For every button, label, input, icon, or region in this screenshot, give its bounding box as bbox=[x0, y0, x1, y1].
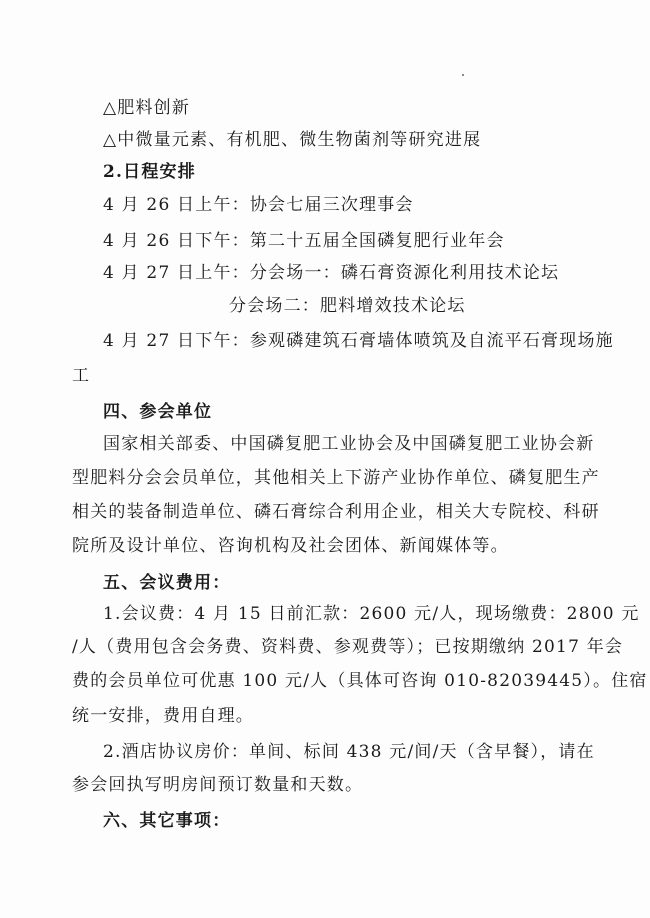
fees-paragraph-line: 费的会员单位可优惠 100 元/人（具体可咨询 010-82039445）。住宿 bbox=[72, 671, 648, 691]
fees-paragraph-line: /人（费用包含会务费、资料费、参观费等）；已按期缴纳 2017 年会 bbox=[72, 637, 624, 657]
fees-paragraph-line: 统一安排，费用自理。 bbox=[72, 706, 254, 726]
participants-paragraph-line: 型肥料分会会员单位，其他相关上下游产业协作单位、磷复肥生产 bbox=[72, 468, 600, 488]
scan-speck bbox=[462, 74, 464, 76]
participants-paragraph-line: 院所及设计单位、咨询机构及社会团体、新闻媒体等。 bbox=[72, 536, 509, 556]
schedule-line: 分会场二：肥料增效技术论坛 bbox=[229, 296, 466, 316]
hotel-paragraph-line: 参会回执写明房间预订数量和天数。 bbox=[72, 775, 364, 795]
fees-paragraph-line: 1.会议费：4 月 15 日前汇款：2600 元/人，现场缴费：2800 元 bbox=[103, 604, 640, 624]
schedule-line: 工 bbox=[72, 366, 91, 386]
topic-item-research-progress: △中微量元素、有机肥、微生物菌剂等研究进展 bbox=[103, 130, 482, 150]
schedule-line: 4 月 26 日下午：第二十五届全国磷复肥行业年会 bbox=[103, 231, 505, 251]
schedule-line: 4 月 27 日下午：参观磷建筑石膏墙体喷筑及自流平石膏现场施 bbox=[103, 331, 614, 351]
schedule-line: 4 月 27 日上午：分会场一：磷石膏资源化利用技术论坛 bbox=[103, 263, 560, 283]
schedule-heading: 2.日程安排 bbox=[103, 162, 196, 182]
participants-paragraph-line: 相关的装备制造单位、磷石膏综合利用企业，相关大专院校、科研 bbox=[72, 502, 600, 522]
hotel-paragraph-line: 2.酒店协议房价：单间、标间 438 元/间/天（含早餐），请在 bbox=[103, 742, 595, 762]
section-heading-other: 六、其它事项： bbox=[103, 811, 231, 831]
participants-paragraph-line: 国家相关部委、中国磷复肥工业协会及中国磷复肥工业协会新 bbox=[103, 434, 595, 454]
topic-item-fertilizer-innovation: △肥料创新 bbox=[103, 98, 191, 118]
schedule-line: 4 月 26 日上午：协会七届三次理事会 bbox=[103, 195, 414, 215]
section-heading-fees: 五、会议费用： bbox=[103, 573, 231, 593]
section-heading-participants: 四、参会单位 bbox=[103, 402, 213, 422]
